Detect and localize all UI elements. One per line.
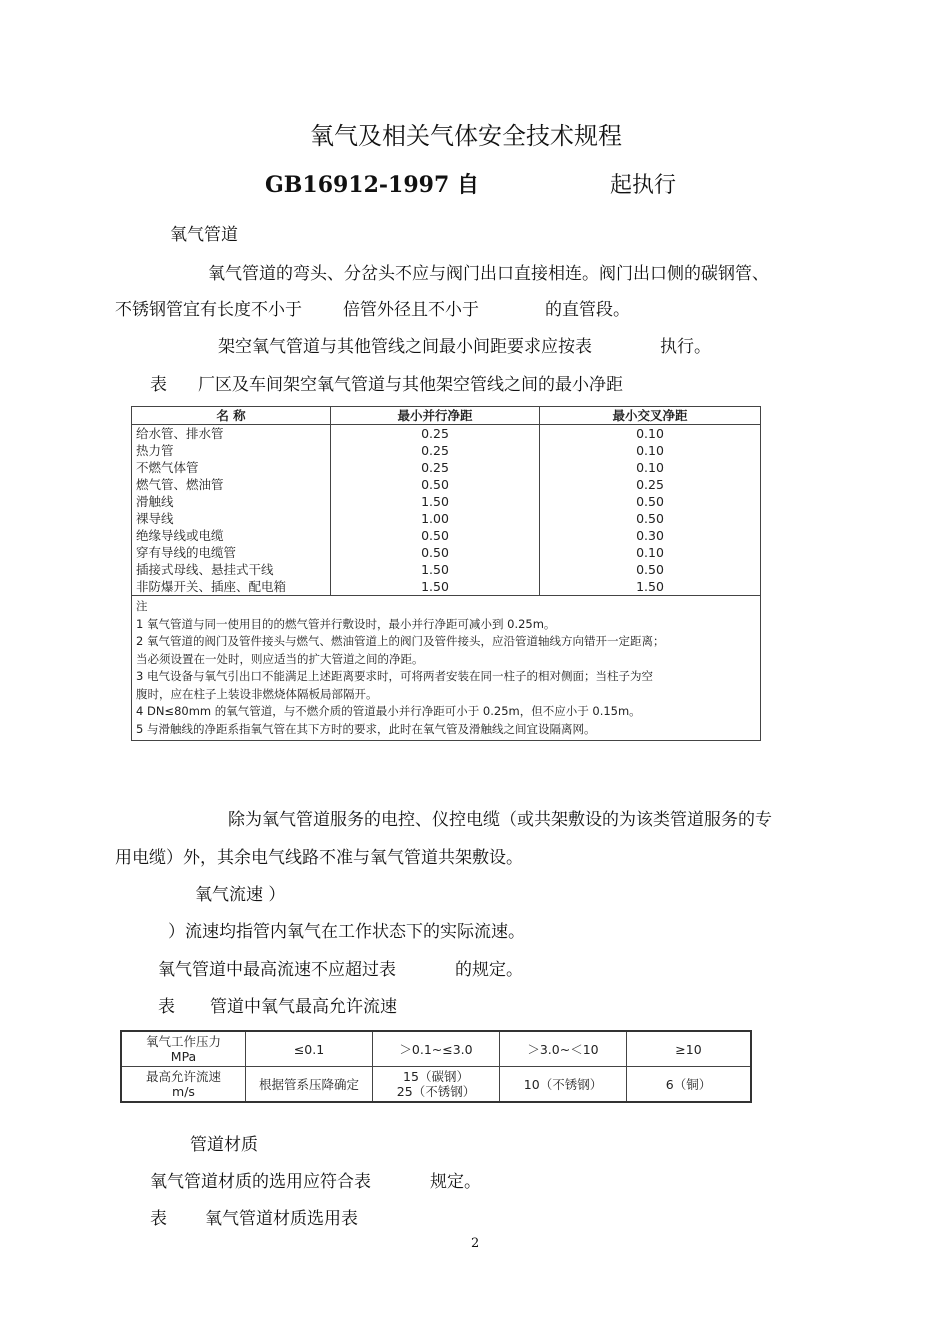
table-caption-prefix: 表 [158, 997, 175, 1017]
table-cell: 0.25 [421, 443, 449, 458]
table-cell: ＞3.0~＜10 [500, 1031, 627, 1067]
table-cell: 6（铜） [627, 1067, 752, 1103]
table-cell: 0.50 [636, 494, 664, 509]
note-line: 当必须设置在一处时，则应适当的扩大管道之间的净距。 [136, 651, 424, 666]
row-label-unit: m/s [172, 1084, 195, 1099]
paragraph-line: 氧气管道材质的选用应符合表 [150, 1172, 371, 1192]
section-heading-pipe-material: 管道材质 [190, 1135, 258, 1155]
table-cell: 1.00 [421, 511, 449, 526]
table-cell: 裸导线 [136, 511, 174, 526]
clearance-table [131, 406, 761, 741]
column-header: 名 称 [132, 407, 331, 425]
table-notes [132, 596, 761, 741]
note-line: 腹时，应在柱子上装设非燃烧体隔板局部隔开。 [136, 686, 378, 701]
row-label [121, 1031, 246, 1067]
note-line: 2 氧气管道的阀门及管件接头与燃气、燃油管道上的阀门及管件接头，应沿管道轴线方向错开一定距离； [136, 634, 665, 648]
note-line: 4 DN≤80mm 的氧气管道，与不燃介质的管道最小并行净距可小于 0.25m，但不应小于 0.15m。 [136, 704, 641, 718]
table-cell: 燃气管、燃油管 [136, 477, 224, 492]
table-caption: 厂区及车间架空氧气管道与其他架空管线之间的最小净距 [198, 375, 623, 395]
table-cell: 非防爆开关、插座、配电箱 [136, 579, 287, 594]
paragraph-line: 的直管段。 [545, 300, 630, 320]
table-header-row [132, 407, 761, 425]
name-column [132, 425, 331, 596]
row-label [121, 1067, 246, 1103]
effective-suffix: 起执行 [610, 173, 677, 198]
table-cell: 绝缘导线或电缆 [136, 528, 224, 543]
note-line: 注 [136, 599, 148, 613]
table-cell: 0.10 [636, 443, 664, 458]
paragraph-line: 用电缆）外，其余电气线路不准与氧气管道共架敷设。 [115, 848, 523, 868]
table-cell: 0.25 [421, 460, 449, 475]
section-heading-flow-velocity: 氧气流速 ） [195, 885, 286, 905]
paragraph-line: 氧气管道的弯头、分岔头不应与阀门出口直接相连。阀门出口侧的碳钢管、 [208, 264, 769, 284]
paragraph-line: 除为氧气管道服务的电控、仪控电缆（或共架敷设的为该类管道服务的专 [228, 810, 772, 830]
table-body [132, 425, 761, 596]
table-cell: 1.50 [421, 579, 449, 594]
table-cell: 插接式母线、悬挂式干线 [136, 562, 274, 577]
document-title: 氧气及相关气体安全技术规程 [310, 122, 622, 150]
table-cell: 不燃气体管 [136, 460, 199, 475]
cell-line: 25（不锈钢） [396, 1084, 476, 1099]
flow-velocity-table [120, 1030, 752, 1103]
paragraph-line: 的规定。 [455, 960, 523, 980]
table-cell: 穿有导线的电缆管 [136, 545, 237, 560]
table-cell: 1.50 [421, 562, 449, 577]
table-cell: 0.10 [636, 460, 664, 475]
note-line: 1 氧气管道与同一使用目的的燃气管并行敷设时，最小并行净距可减小到 0.25m。 [136, 616, 556, 631]
table-cell: 0.50 [421, 545, 449, 560]
table-row [121, 1067, 751, 1103]
table-cell: 0.25 [421, 426, 449, 441]
table-notes-row [132, 596, 761, 741]
table-cell: ＞0.1~≤3.0 [373, 1031, 500, 1067]
standard-code: GB16912-1997 自 [265, 172, 479, 198]
table-cell: 0.50 [421, 477, 449, 492]
table-cell [373, 1067, 500, 1103]
table-cell: 1.50 [421, 494, 449, 509]
paragraph-line: 不锈钢管宜有长度不小于 [115, 300, 302, 320]
cross-column [540, 425, 761, 596]
table-cell: 根据管系压降确定 [246, 1067, 373, 1103]
table-cell: 0.25 [636, 477, 664, 492]
table-cell: 热力管 [136, 443, 174, 458]
table-cell: ≤0.1 [246, 1031, 373, 1067]
table-caption: 氧气管道材质选用表 [205, 1209, 358, 1229]
cell-line: 15（碳钢） [403, 1069, 469, 1084]
paragraph-line: 倍管外径且不小于 [343, 300, 479, 320]
note-line: 5 与滑触线的净距系指氧气管在其下方时的要求，此时在氧气管及滑触线之间宜设隔离网。 [136, 721, 596, 736]
table-caption: 管道中氧气最高允许流速 [210, 997, 397, 1017]
note-line: 3 电气设备与氧气引出口不能满足上述距离要求时，可将两者安装在同一柱子的相对侧面；当柱子为空 [136, 669, 653, 683]
table-cell: 0.50 [636, 511, 664, 526]
table-cell: 1.50 [636, 579, 664, 594]
table-cell: 给水管、排水管 [136, 426, 224, 441]
table-cell: 10（不锈钢） [500, 1067, 627, 1103]
table-cell: ≥10 [627, 1031, 752, 1067]
column-header: 最小并行净距 [331, 407, 540, 425]
table-caption-prefix: 表 [150, 375, 167, 395]
paragraph-line: 规定。 [430, 1172, 481, 1192]
table-row [121, 1031, 751, 1067]
table-cell: 0.10 [636, 545, 664, 560]
paragraph-line: 架空氧气管道与其他管线之间最小间距要求应按表 [218, 337, 592, 357]
parallel-column [331, 425, 540, 596]
section-heading-oxygen-pipe: 氧气管道 [170, 225, 238, 245]
paragraph-line: 氧气管道中最高流速不应超过表 [158, 960, 396, 980]
row-label-line: 最高允许流速 [145, 1069, 221, 1084]
paragraph-line: ）流速均指管内氧气在工作状态下的实际流速。 [168, 922, 525, 942]
table-cell: 0.50 [421, 528, 449, 543]
table-cell: 0.10 [636, 426, 664, 441]
table-cell: 滑触线 [136, 494, 174, 509]
page-number: 2 [471, 1236, 480, 1251]
table-cell: 0.50 [636, 562, 664, 577]
table-caption-prefix: 表 [150, 1209, 167, 1229]
column-header: 最小交叉净距 [540, 407, 761, 425]
table-cell: 0.30 [636, 528, 664, 543]
row-label-unit: MPa [170, 1049, 197, 1064]
row-label-line: 氧气工作压力 [145, 1034, 221, 1049]
paragraph-line: 执行。 [660, 337, 711, 357]
